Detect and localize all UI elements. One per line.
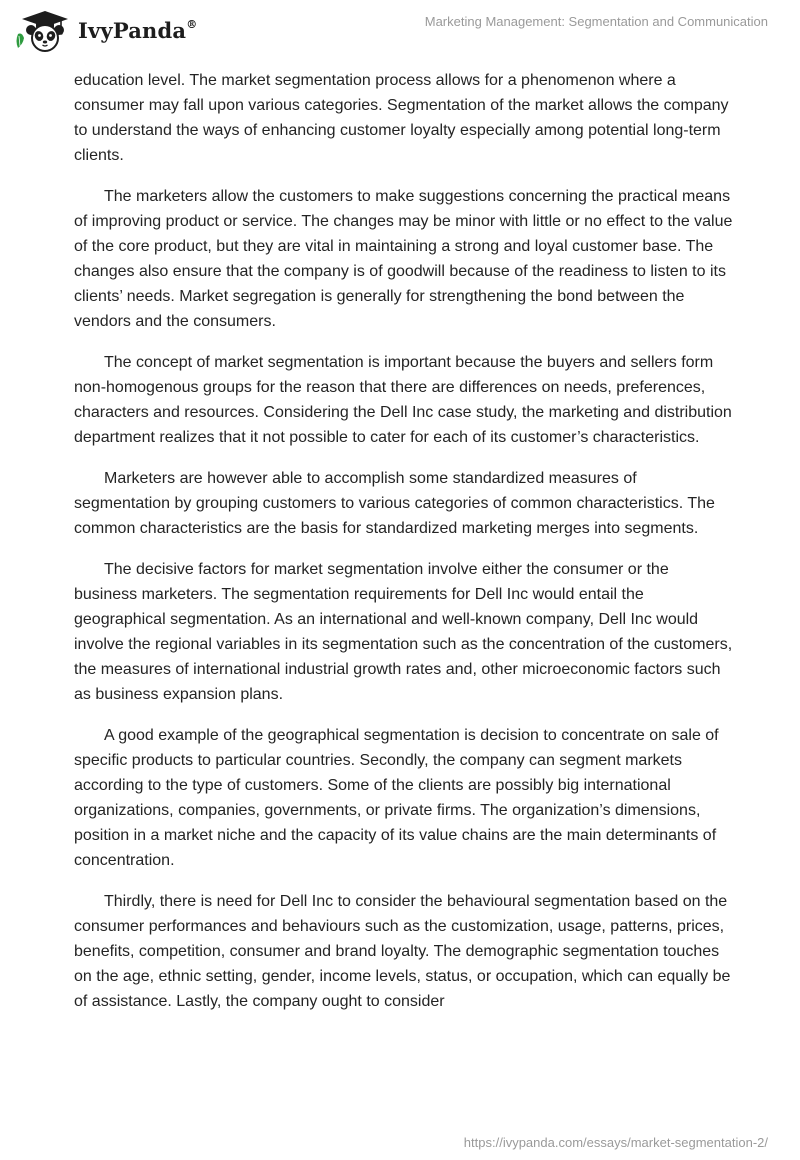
paragraph: The marketers allow the customers to make suggestions concerning the practical means of improving product or service. The changes may be minor with little or no effect to the value of the core product, but they are vital in maintaining a strong and loyal customer base. The changes also ensure that the company is of goodwill because of the readiness to listen to its clients’ needs. Market segregation is generally for strengthening the bond between the vendors and the consumers. xyxy=(74,188,733,330)
ivypanda-logo[interactable] xyxy=(14,8,197,52)
brand-name: IvyPanda® xyxy=(78,17,198,43)
paragraph: The concept of market segmentation is important because the buyers and sellers form non-homogenous groups for the reason that there are differences on needs, preferences, characters and resources. Considering the Dell Inc case study, the marketing and distribution department realizes that it not possible to cater for each of its customer’s characteristics. xyxy=(74,354,732,446)
page-header xyxy=(0,0,800,64)
paragraph: The decisive factors for market segmentation involve either the consumer or the business marketers. The segmentation requirements for Dell Inc would entail the geographical segmentation. As an international and well-known company, Dell Inc would involve the regional variables in its segmentation such as the concentration of the customers, the measures of international industrial growth rates and, other microeconomic factors such as business expansion plans. xyxy=(74,561,733,703)
paragraph: education level. The market segmentation process allows for a phenomenon where a consumer may fall upon various categories. Segmentation of the market allows the company to understand the ways of enhancing customer loyalty especially among potential long-term clients. xyxy=(74,72,729,164)
panda-graduation-cap-icon xyxy=(14,8,76,52)
paragraph: Marketers are however able to accomplish some standardized measures of segmentation by grouping customers to various categories of common characteristics. The common characteristics are the basis for standardized marketing merges into segments. xyxy=(74,470,715,537)
essay-body xyxy=(74,68,734,1030)
paragraph: Thirdly, there is need for Dell Inc to consider the behavioural segmentation based on the consumer performances and behaviours such as the customization, usage, patterns, prices, benefits, competition, consumer and brand loyalty. The demographic segmentation touches on the age, ethnic setting, gender, income levels, status, or occupation, which can equally be of assistance. Lastly, the company ought to consider xyxy=(74,893,731,1010)
paragraph: A good example of the geographical segmentation is decision to concentrate on sale of specific products to particular countries. Secondly, the company can segment markets according to the type of customers. Some of the clients are possibly big international organizations, companies, governments, or private firms. The organization’s dimensions, position in a market niche and the capacity of its value chains are the main determinants of concentration. xyxy=(74,727,719,869)
source-url[interactable]: https://ivypanda.com/essays/market-segmentation-2/ xyxy=(463,1135,768,1150)
document-title: Marketing Management: Segmentation and Communication xyxy=(424,14,768,29)
